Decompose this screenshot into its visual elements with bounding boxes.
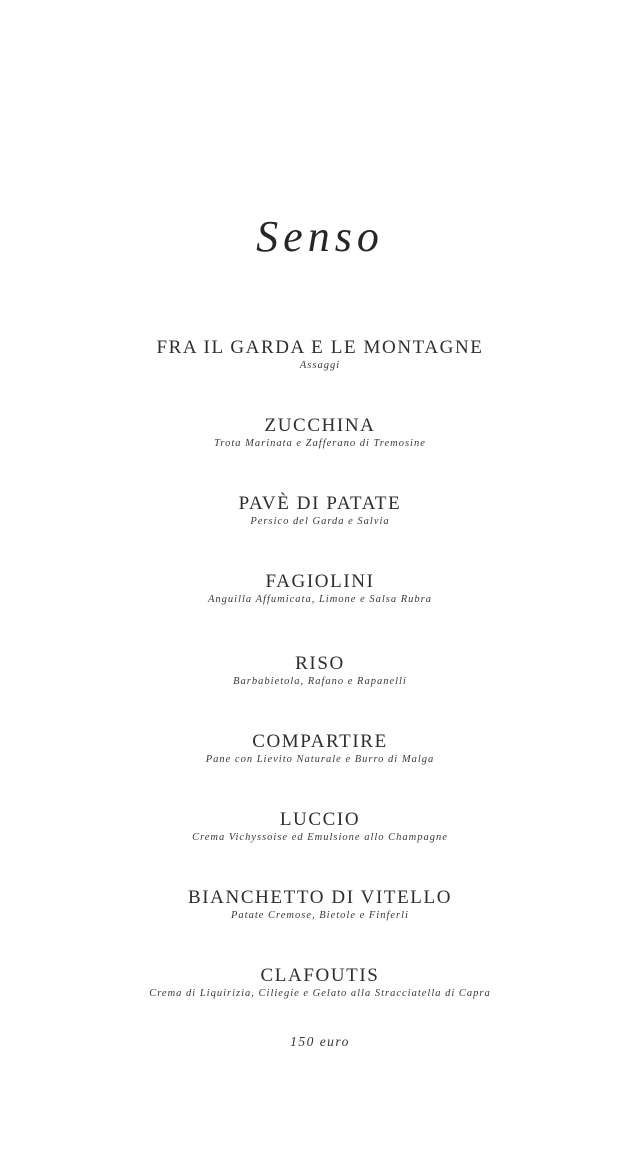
course-item bbox=[0, 415, 640, 451]
course-description: Crema Vichyssoise ed Emulsione allo Champagne bbox=[192, 832, 448, 843]
course-description: Crema di Liquirizia, Ciliegie e Gelato alla Stracciatella di Capra bbox=[149, 988, 491, 999]
course-item bbox=[0, 965, 640, 1001]
course-name: LUCCIO bbox=[279, 809, 361, 830]
course-item bbox=[0, 887, 640, 923]
course-description: Anguilla Affumicata, Limone e Salsa Rubra bbox=[208, 594, 432, 605]
course-name: RISO bbox=[295, 653, 345, 674]
course-name: PAVÈ DI PATATE bbox=[238, 493, 402, 514]
course-name: BIANCHETTO DI VITELLO bbox=[187, 887, 453, 908]
course-name: FRA IL GARDA E LE MONTAGNE bbox=[156, 337, 484, 358]
course-description: Assaggi bbox=[299, 360, 341, 371]
course-name: COMPARTIRE bbox=[252, 731, 388, 752]
menu-title: Senso bbox=[256, 212, 384, 261]
course-name: FAGIOLINI bbox=[265, 571, 375, 592]
course-description: Trota Marinata e Zafferano di Tremosine bbox=[214, 438, 426, 449]
menu-price: 150 euro bbox=[290, 1034, 350, 1049]
course-item bbox=[0, 809, 640, 845]
course-description: Barbabietola, Rafano e Rapanelli bbox=[233, 676, 407, 687]
course-name: CLAFOUTIS bbox=[260, 965, 380, 986]
course-item bbox=[0, 337, 640, 373]
course-item bbox=[0, 731, 640, 767]
course-item bbox=[0, 653, 640, 689]
course-description: Persico del Garda e Salvia bbox=[250, 516, 390, 527]
course-description: Patate Cremose, Bietole e Finferli bbox=[231, 910, 409, 921]
course-description: Pane con Lievito Naturale e Burro di Malga bbox=[205, 754, 435, 765]
course-name: ZUCCHINA bbox=[264, 415, 376, 436]
course-item bbox=[0, 571, 640, 607]
course-item bbox=[0, 493, 640, 529]
